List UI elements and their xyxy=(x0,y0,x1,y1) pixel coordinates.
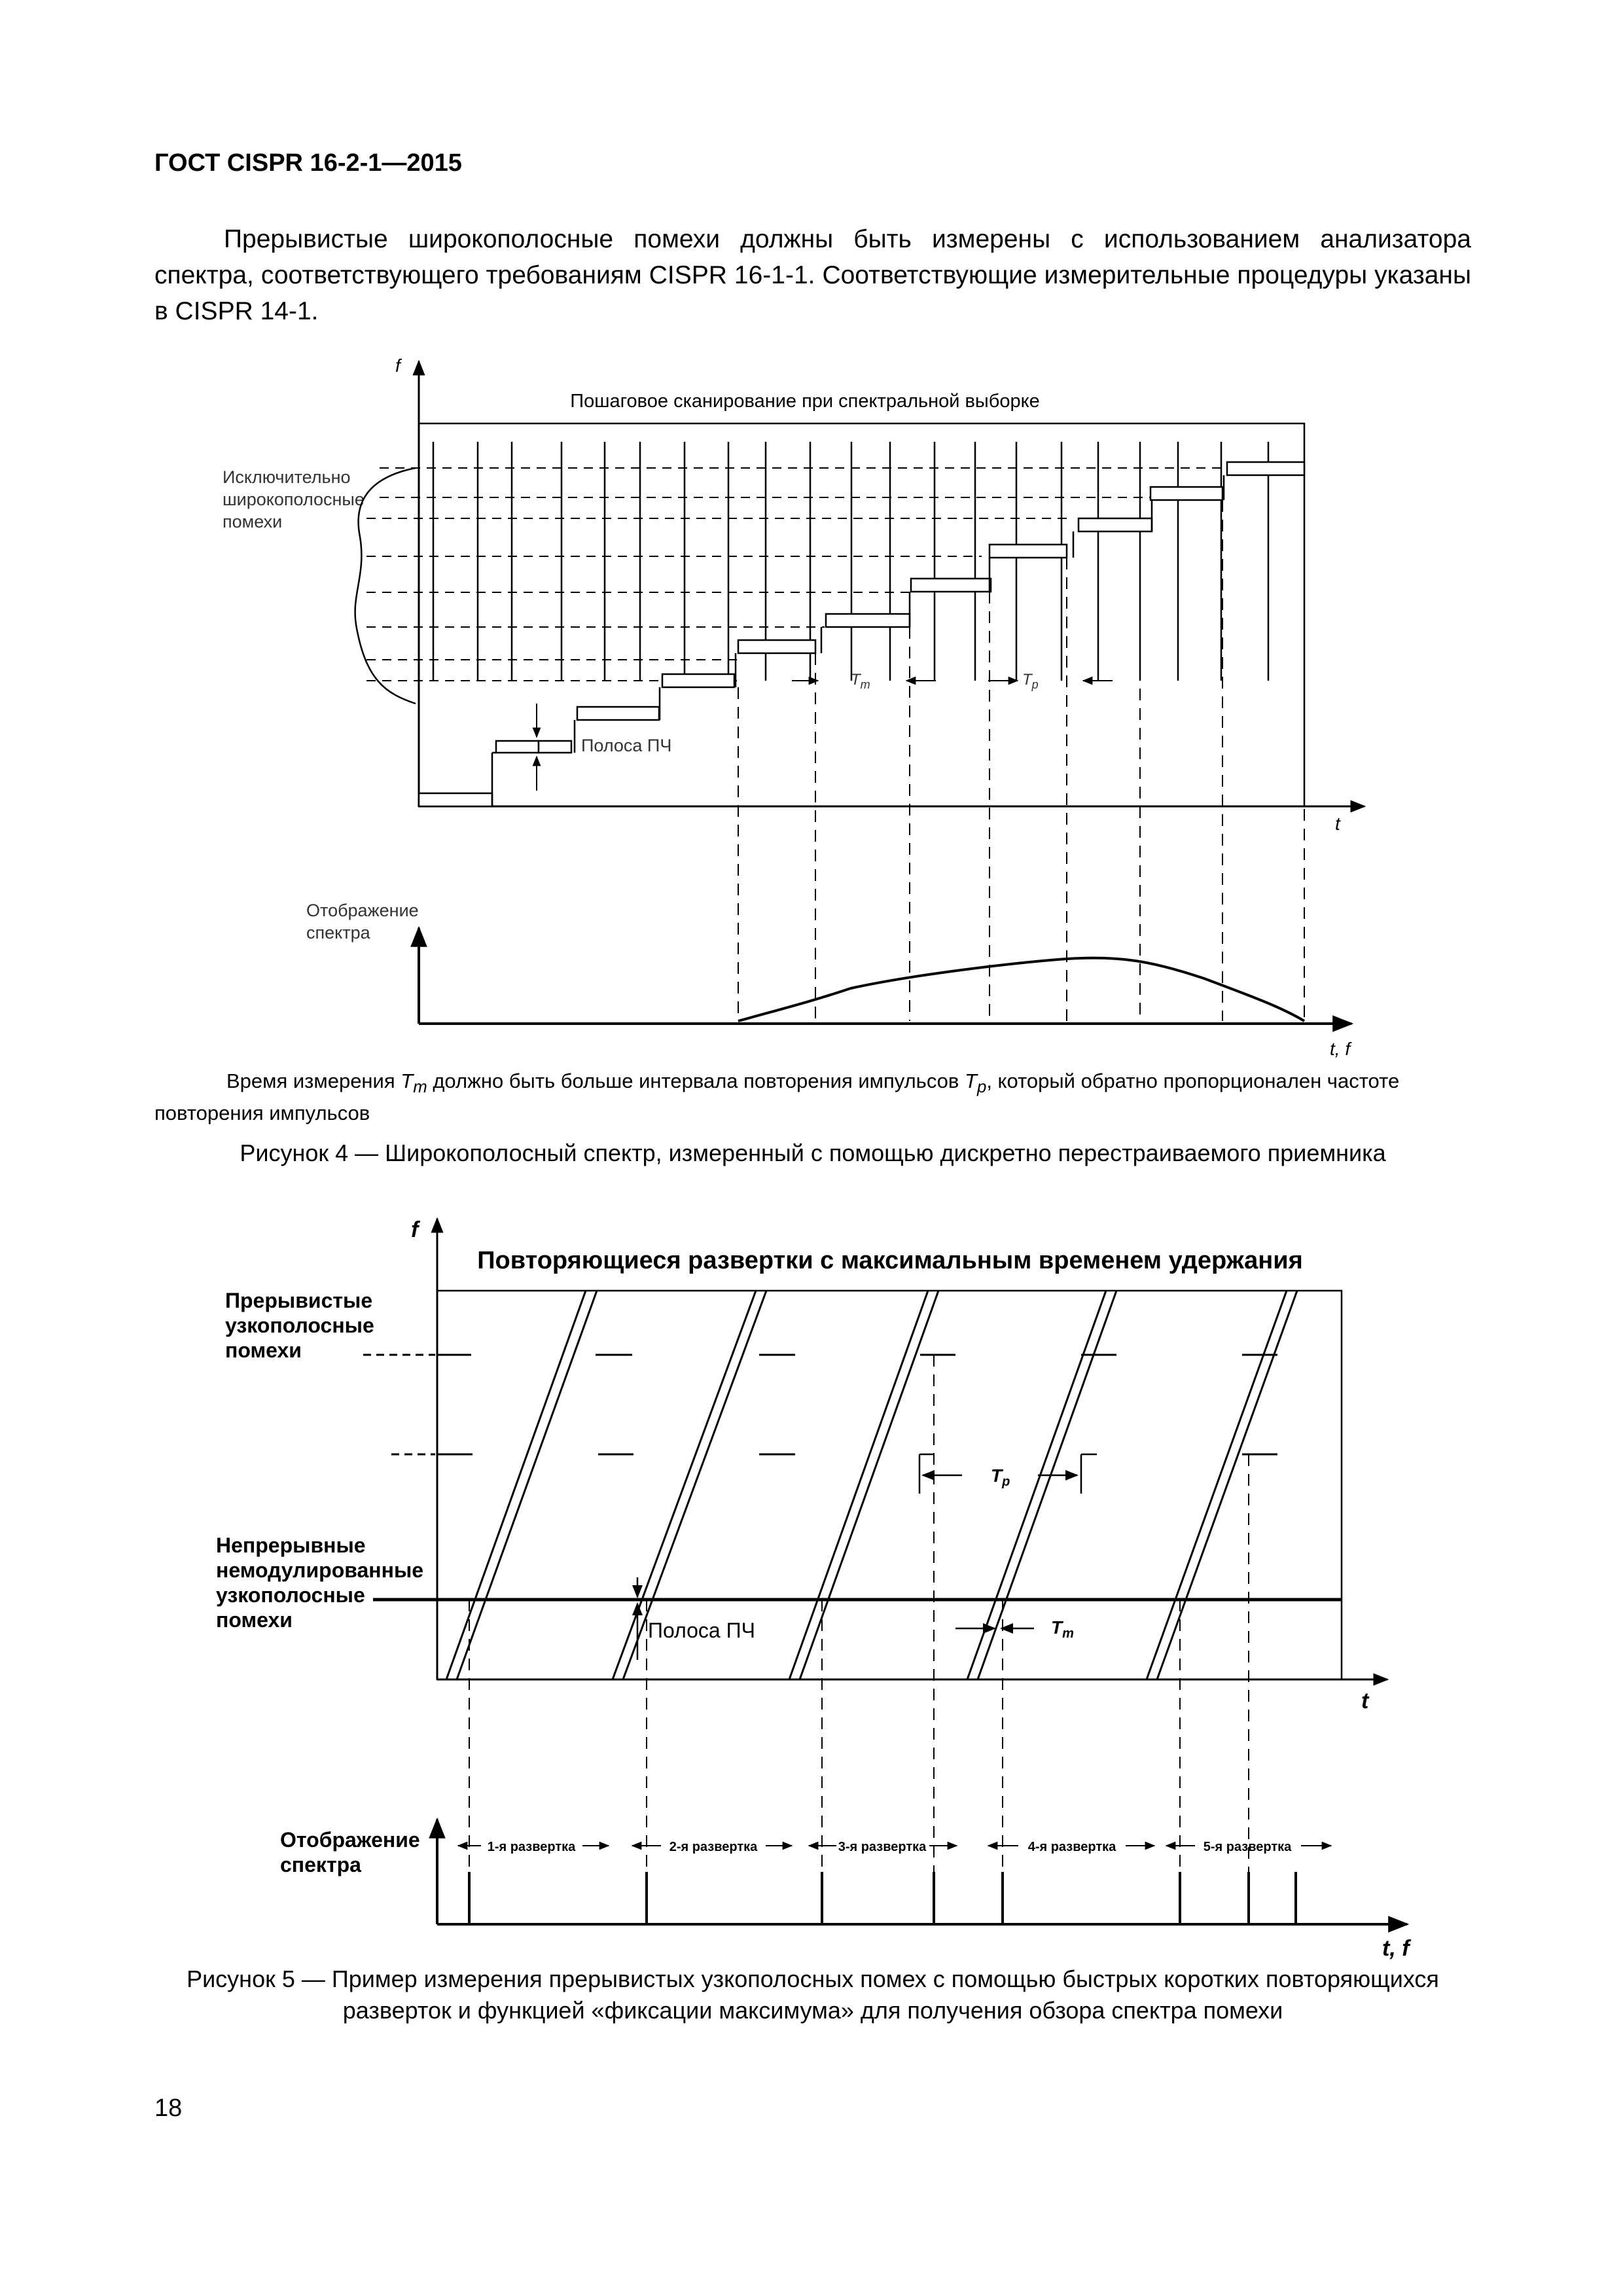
figure-4-diagram xyxy=(0,340,1623,1067)
tm-label: $T_m$ xyxy=(851,671,870,691)
f-axis-label: f xyxy=(395,355,401,376)
display-label: Отображение спектра xyxy=(306,901,419,942)
f5-display-label: Отображение спектра xyxy=(280,1828,420,1876)
f5-frame xyxy=(437,1291,1342,1679)
sweep-5-label: 5-я развертка xyxy=(1203,1840,1292,1854)
f5-t-axis-label: t xyxy=(1361,1689,1369,1713)
figure5-title: Повторяющиеся развертки с максимальным временем удержания xyxy=(477,1247,1303,1274)
spectrum-spikes xyxy=(469,1872,1296,1924)
sweep-lines xyxy=(446,1291,1297,1679)
f5-display-x-label: t, f xyxy=(1382,1936,1410,1961)
intermittent-label: Прерывистые узкополосные помехи xyxy=(225,1289,374,1362)
figure-5-diagram xyxy=(0,1191,1623,1964)
continuous-label: Непрерывные немодулированные узкополосные помехи xyxy=(216,1534,424,1632)
interference-label: Исключительно широкополосные помехи xyxy=(223,467,365,531)
f5-tp-label: $T_p$ xyxy=(991,1465,1010,1489)
display-x-label: t, f xyxy=(1330,1039,1351,1059)
f5-if-band-label: Полоса ПЧ xyxy=(648,1619,755,1642)
if-band-label: Полоса ПЧ xyxy=(581,736,672,755)
intro-paragraph: Прерывистые широкополосные помехи должны быть измерены с использованием анализатора спектра, соответствующего требованиям CISPR 16-1-1. Соответствующие измерительные процедуры указаны в CISPR 14-1. xyxy=(154,225,1471,325)
document-header: ГОСТ CISPR 16-2-1—2015 xyxy=(154,149,462,177)
figure4-note: Время измерения $T_m$ должно быть больше интервала повторения импульсов $T_p$, который обратно пропорционален частоте повторения импульсов xyxy=(154,1069,1400,1125)
f5-tm-label: $T_m$ xyxy=(1051,1617,1074,1641)
spectrum-envelope xyxy=(738,958,1304,1021)
tp-label: $T_p$ xyxy=(1022,671,1039,691)
sweep-1-label: 1-я развертка xyxy=(487,1840,576,1854)
sweep-4-label: 4-я развертка xyxy=(1027,1840,1116,1854)
figure5-caption: Рисунок 5 — Пример измерения прерывистых узкополосных помех с помощью быстрых коротких повторяющихся разверток и функцией «фиксации максимума» для получения обзора спектра помехи xyxy=(187,1965,1439,2024)
pulse-lines xyxy=(433,442,1268,681)
t-axis-label: t xyxy=(1335,814,1340,834)
sweep-3-label: 3-я развертка xyxy=(838,1840,927,1854)
intermittent-dashes xyxy=(363,1355,1277,1454)
figure4-title: Пошаговое сканирование при спектральной выборке xyxy=(570,391,1040,412)
sweep-2-label: 2-я развертка xyxy=(669,1840,758,1854)
scan-steps xyxy=(419,462,1304,806)
f5-f-axis-label: f xyxy=(411,1217,419,1242)
page-number: 18 xyxy=(154,2094,183,2122)
f5-projection-lines xyxy=(469,1355,1249,1924)
figure4-caption: Рисунок 4 — Широкополосный спектр, измеренный с помощью дискретно перестраиваемого приемника xyxy=(240,1139,1386,1166)
